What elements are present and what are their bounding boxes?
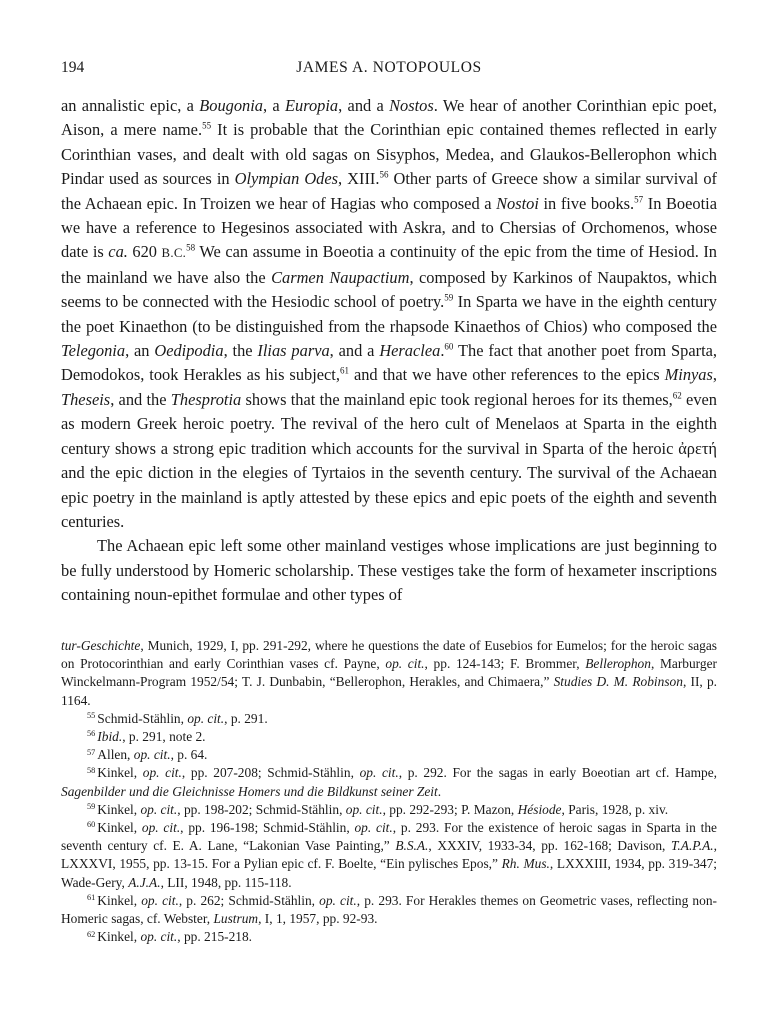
footnote-ref: 60	[444, 341, 454, 352]
footnote-58: $^{58}$ Kinkel, op. cit., pp. 207-208; Schmid-Stählin, op. cit., p. 292. For the sagas in early Boeotian art cf. Hampe, Sagenbilder und die Gleichnisse Homers und die Bildkunst seiner Zeit.	[61, 765, 718, 799]
footnote-ref: 55	[202, 120, 212, 131]
footnotes	[61, 637, 717, 946]
running-title: JAMES A. NOTOPOULOS	[296, 59, 482, 76]
footnote-ref: 62	[672, 390, 682, 401]
greek-word: ἀρετή	[678, 438, 717, 458]
page-number: 194	[61, 59, 85, 76]
footnote-59: $^{59}$ Kinkel, op. cit., pp. 198-202; Schmid-Stählin, op. cit., pp. 292-293; P. Mazon, Hésiode, Paris, 1928, p. xiv.	[87, 801, 669, 817]
footnote-ref: 56	[379, 169, 389, 180]
paragraph: The Achaean epic left some other mainland vestiges whose implications are just beginning to be fully understood by Homeric scholarship. These vestiges take the form of hexameter inscriptions containing noun-epithet formulae and other types of	[61, 536, 717, 605]
footnote-ref: 59	[444, 292, 454, 303]
footnote-62: $^{62}$ Kinkel, op. cit., pp. 215-218.	[87, 929, 253, 945]
main-text	[61, 94, 717, 608]
footnote-continued: tur-Geschichte, Munich, 1929, I, pp. 291-292, where he questions the date of Eusebios for Eumelos; for the heroic sagas on Protocorinthian and early Corinthian vases cf. Payne, op. cit., pp. 124-143; F. Brommer, Bellerophon, Marburger Winckelmann-Program 1952/54; T. J. Dunbabin, “Bellerophon, Herakles, and Chimaera,” Studies D. M. Robinson, II, p. 1164.	[61, 638, 717, 708]
footnote-57: $^{57}$ Allen, op. cit., p. 64.	[87, 747, 208, 763]
footnote-ref: 61	[339, 365, 349, 376]
footnote-ref: 58	[186, 242, 196, 253]
footnote-61: $^{61}$ Kinkel, op. cit., p. 262; Schmid-Stählin, op. cit., p. 293. For Herakles themes on Geometric vases, reflecting non-Homeric sagas, cf. Webster, Lustrum, I, 1, 1957, pp. 92-93.	[61, 892, 717, 927]
footnote-55: $^{55}$ Schmid-Stählin, op. cit., p. 291.	[87, 710, 268, 726]
footnote-56: $^{56}$ Ibid., p. 291, note 2.	[87, 729, 206, 745]
footnote-60: $^{60}$ Kinkel, op. cit., pp. 196-198; Schmid-Stählin, op. cit., p. 293. For the existence of heroic sagas in Sparta in the seventh century cf. E. A. Lane, “Lakonian Vase Painting,” B.S.A., XXXIV, 1933-34, pp. 162-168; Davison, T.A.P.A., LXXXVI, 1955, pp. 13-15. For a Pylian epic cf. F. Boelte, “Ein pylisches Epos,” Rh. Mus., LXXXIII, 1934, pp. 319-347; Wade-Gery, A.J.A., LII, 1948, pp. 115-118.	[61, 820, 718, 890]
footnote-ref: 57	[634, 193, 644, 204]
paragraph: an annalistic epic, a Bougonia, a Europia, and a Nostos. We hear of another Corinthian epic poet, Aison, a mere name.$^{55}$ It is probable that the Corinthian epic contained themes reflected in early Corinthian vases, and dealt with old sagas on Sisyphos, Medea, and Glaukos-Bellerophon which Pindar used as sources in Olympian Odes, XIII.$^{56}$ Other parts of Greece show a similar survival of the Achaean epic. In Troizen we hear of Hagias who composed a Nostoi in five books.$^{57}$ In Boeotia we have a reference to Hegesinos associated with Askra, and to Chersias of Orchomenos, whose date is ca. 620 B.C.$^{58}$ We can assume in Boeotia a continuity of the epic from the time of Hesiod. In the mainland we have also the Carmen Naupactium, composed by Karkinos of Naupaktos, which seems to be connected with the Hesiodic school of poetry.$^{59}$ In Sparta we have in the eighth century the poet Kinaethon (to be distinguished from the rhapsode Kinaethos of Chios) who composed the Telegonia, an Oedipodia, the Ilias parva, and a Heraclea.$^{60}$ The fact that another poet from Sparta, Demodokos, took Herakles as his subject,$^{61}$ and that we have other references to the epics Minyas, Theseis, and the Thesprotia shows that the mainland epic took regional heroes for its themes,$^{62}$ even as modern Greek heroic poetry. The revival of the hero cult of Menelaos at Sparta in the eighth century shows a strong epic tradition which accounts for the survival in Sparta of the heroic ἀρετή and the epic diction in the elegies of Tyrtaios in the seventh century. The survival of the Achaean epic poetry in the mainland is aptly attested by these epics and epic poets of the eighth and seventh centuries.	[61, 96, 718, 531]
